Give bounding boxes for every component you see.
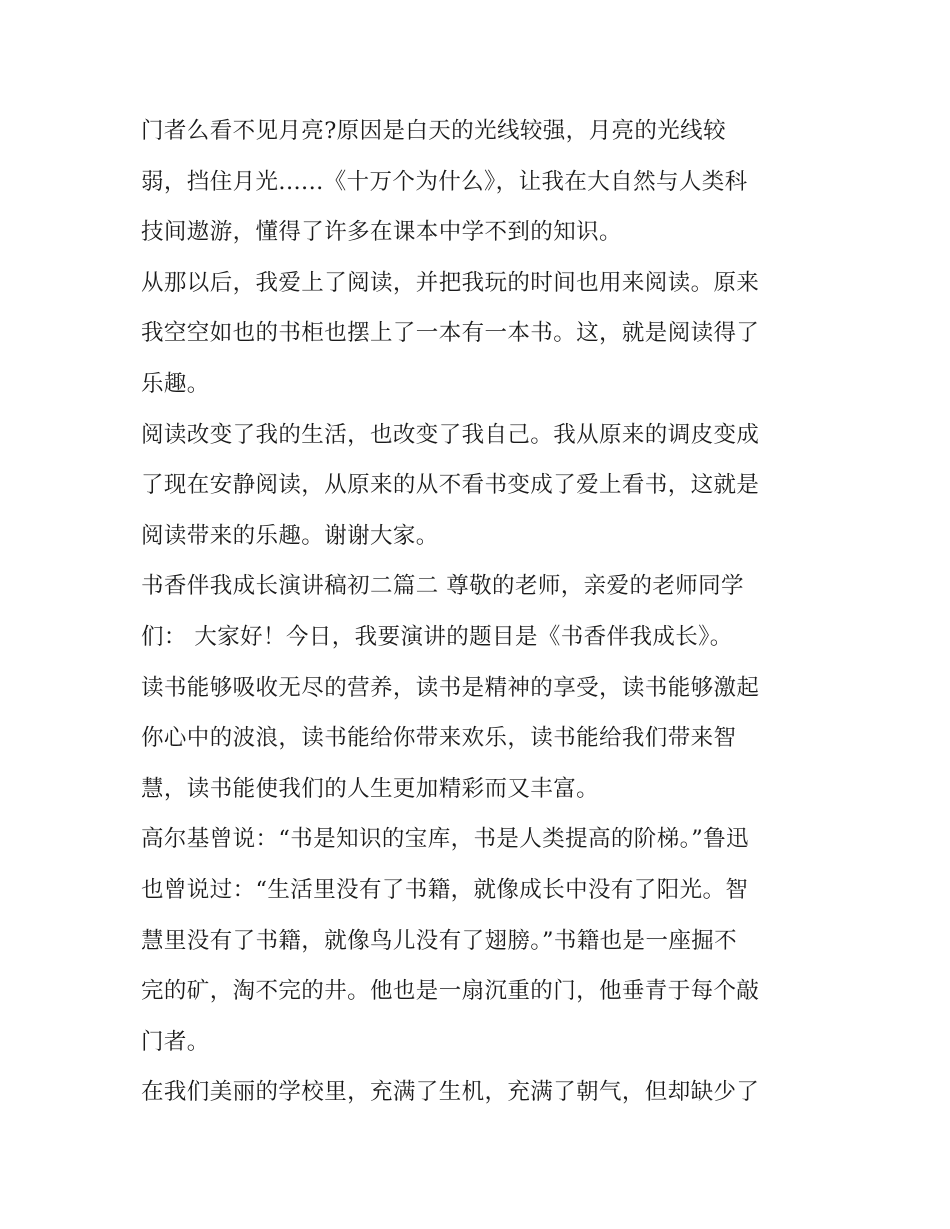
text-line: 我空空如也的书柜也摆上了一本有一本书。这，就是阅读得了 xyxy=(141,320,760,347)
text-line: 在我们美丽的学校里，充满了生机，充满了朝气，但却缺少了 xyxy=(141,1079,760,1106)
document-body xyxy=(141,106,821,1118)
text-line: 高尔基曾说：“书是知识的宝库，书是人类提高的阶梯。”鲁迅 xyxy=(141,826,749,853)
text-line: 阅读带来的乐趣。谢谢大家。 xyxy=(141,522,439,549)
text-line: 你心中的波浪，读书能给你带来欢乐，读书能给我们带来智 xyxy=(141,725,737,752)
text-line: 技间遨游，懂得了许多在课本中学不到的知识。 xyxy=(141,219,622,246)
text-line: 阅读改变了我的生活，也改变了我自己。我从原来的调皮变成 xyxy=(141,421,760,448)
text-line: 书香伴我成长演讲稿初二篇二 尊敬的老师，亲爱的老师同学 xyxy=(141,573,744,600)
text-line: 慧，读书能使我们的人生更加精彩而又丰富。 xyxy=(141,775,600,802)
text-line: 读书能够吸收无尽的营养，读书是精神的享受，读书能够激起 xyxy=(141,674,760,701)
text-line: 完的矿，淘不完的井。他也是一扇沉重的门，他垂青于每个敲 xyxy=(141,978,760,1005)
text-line: 们： 大家好！今日，我要演讲的题目是《书香伴我成长》。 xyxy=(141,623,733,650)
text-line: 慧里没有了书籍，就像鸟儿没有了翅膀。”书籍也是一座掘不 xyxy=(141,927,738,954)
text-line: 门者。 xyxy=(141,1028,210,1055)
text-line: 乐趣。 xyxy=(141,370,210,397)
text-line: 了现在安静阅读，从原来的从不看书变成了爱上看书，这就是 xyxy=(141,472,760,499)
text-line: 从那以后，我爱上了阅读，并把我玩的时间也用来阅读。原来 xyxy=(141,269,760,296)
text-line: 门者么看不见月亮?原因是白天的光线较强，月亮的光线较 xyxy=(141,118,726,144)
text-line: 弱，挡住月光......《十万个为什么》，让我在大自然与人类科 xyxy=(141,168,748,195)
text-line: 也曾说过：“生活里没有了书籍，就像成长中没有了阳光。智 xyxy=(141,876,749,903)
